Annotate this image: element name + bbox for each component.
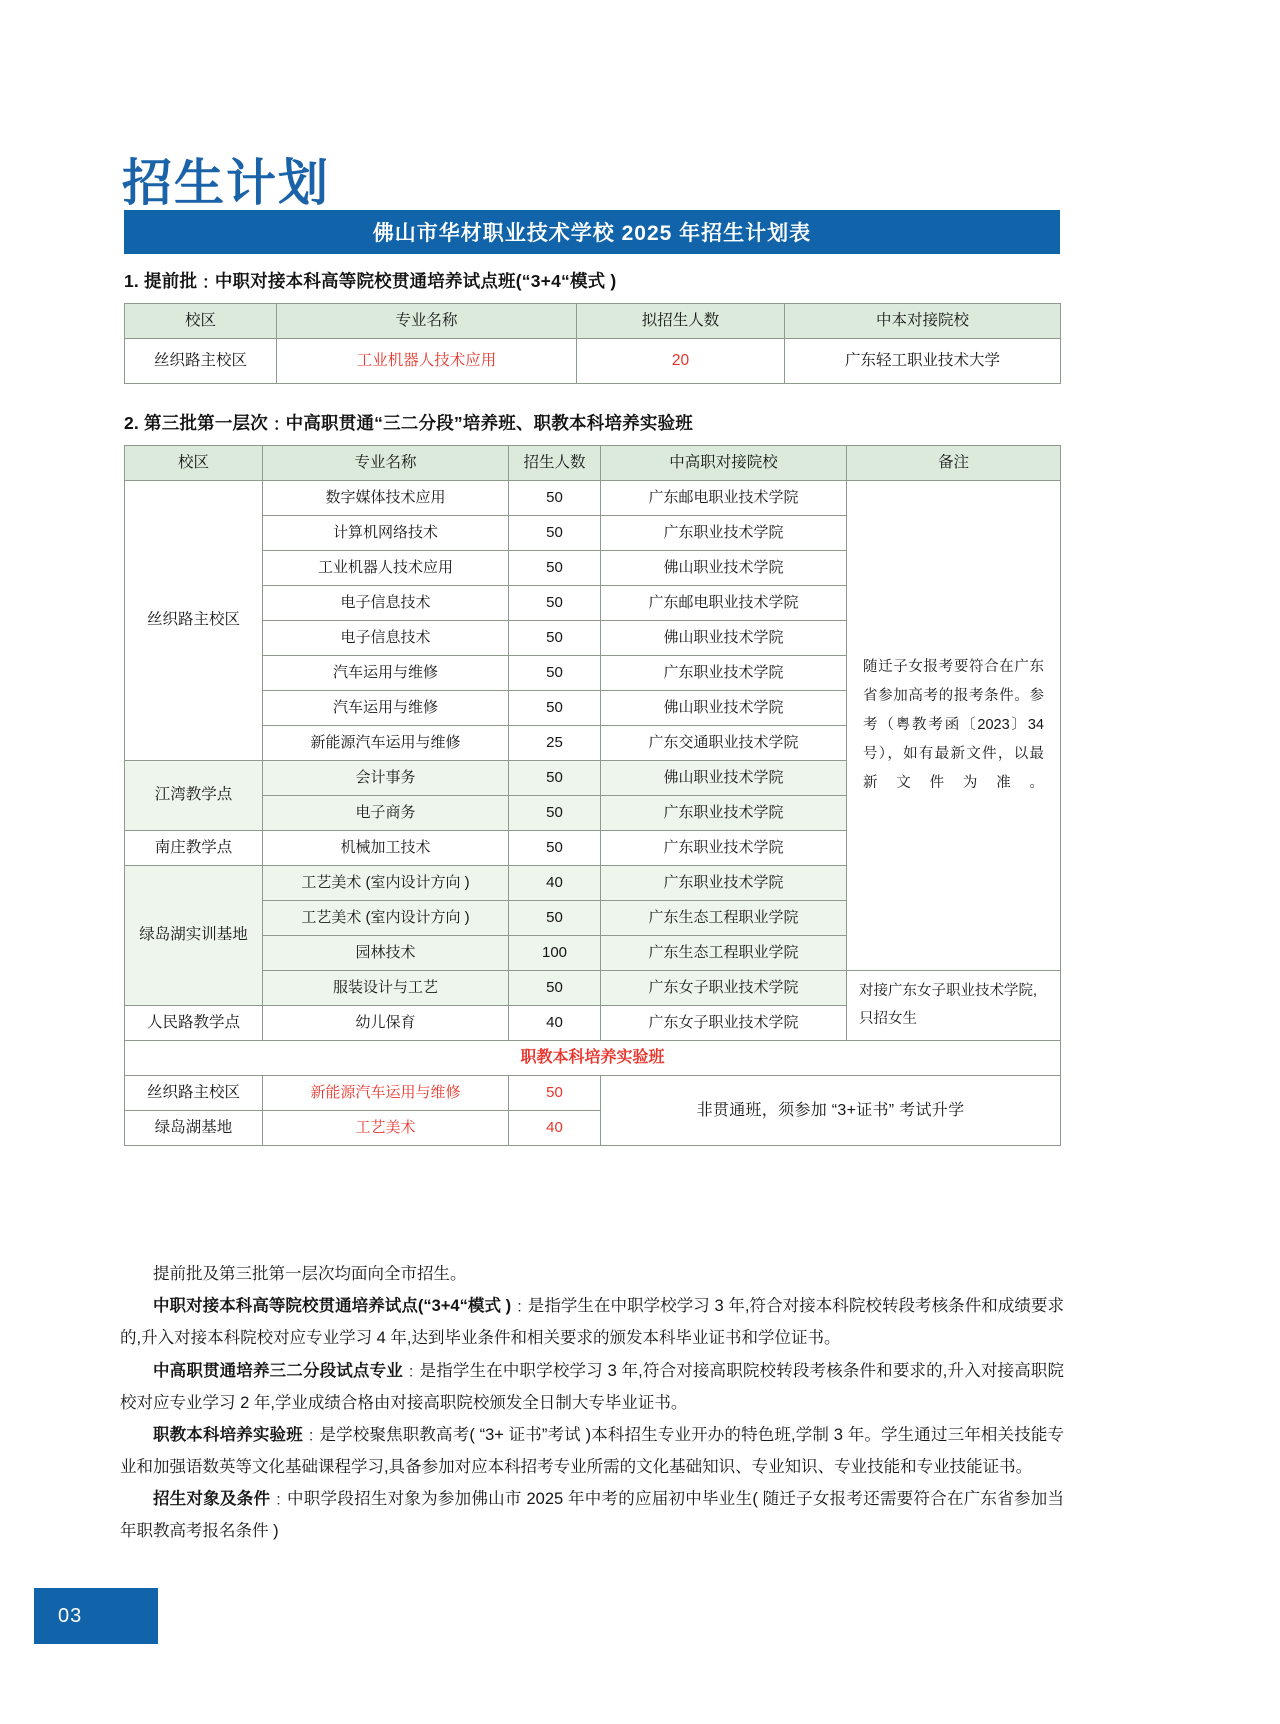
cell-partner: 佛山职业技术学院	[601, 621, 847, 656]
cell-campus: 丝织路主校区	[125, 1076, 263, 1111]
cell-major: 工业机器人技术应用	[277, 339, 577, 384]
column-header-campus: 校区	[125, 446, 263, 481]
cell-partner: 广东轻工职业技术大学	[785, 339, 1061, 384]
cell-major: 电子商务	[263, 796, 509, 831]
column-header-quota: 拟招生人数	[577, 304, 785, 339]
cell-quota: 100	[509, 936, 601, 971]
cell-major: 计算机网络技术	[263, 516, 509, 551]
cell-major: 汽车运用与维修	[263, 656, 509, 691]
column-header-partner: 中高职对接院校	[601, 446, 847, 481]
page-number: 03	[58, 1605, 83, 1627]
paragraph-32-model-body: ﹕是指学生在中职学校学习 3 年,符合对接高职院校转段考核条件和要求的,升入对接高职院校对应专业学习 2 年,学业成绩合格由对接高职院校颁发全日制大专毕业证书。	[120, 1361, 1065, 1412]
cell-partner: 广东职业技术学院	[601, 796, 847, 831]
cell-quota: 50	[509, 516, 601, 551]
cell-major: 电子信息技术	[263, 621, 509, 656]
paragraph-scope: 提前批及第三批第一层次均面向全市招生。	[153, 1265, 467, 1283]
cell-note-main: 随迁子女报考要符合在广东省参加高考的报考条件。参考（粤教考函〔2023〕34 号），如有最新文件，以最新文件为准。	[847, 481, 1061, 971]
table-row	[125, 481, 1061, 516]
paragraph-eligibility	[120, 1483, 1064, 1547]
cell-major: 工艺美术	[263, 1111, 509, 1146]
cell-quota: 50	[509, 1076, 601, 1111]
paragraph-eligibility-body: ﹕中职学段招生对象为参加佛山市 2025 年中考的应届初中毕业生( 随迁子女报考还需要符合在广东省参加当年职教高考报名条件 )	[120, 1490, 1064, 1541]
cell-campus: 南庄教学点	[125, 831, 263, 866]
cell-partner: 广东交通职业技术学院	[601, 726, 847, 761]
cell-subheading: 职教本科培养实验班	[125, 1041, 1061, 1076]
column-header-campus: 校区	[125, 304, 277, 339]
cell-partner: 广东女子职业技术学院	[601, 1006, 847, 1041]
cell-quota: 50	[509, 656, 601, 691]
column-header-note: 备注	[847, 446, 1061, 481]
paragraph-34-model	[120, 1290, 1064, 1354]
cell-campus: 人民路教学点	[125, 1006, 263, 1041]
cell-quota: 50	[509, 796, 601, 831]
cell-quota: 50	[509, 831, 601, 866]
paragraph-experimental-class-body: ﹕是学校聚焦职教高考( “3+ 证书”考试 )本科招生专业开办的特色班,学制 3 年。学生通过三年相关技能专业和加强语数英等文化基础课程学习,具备参加对应本科招考专业所需的文化基础知识、专业知识、专业技能和专业技能证书。	[120, 1425, 1065, 1477]
cell-major: 数字媒体技术应用	[263, 481, 509, 516]
paragraph-eligibility-term: 招生对象及条件	[153, 1490, 271, 1509]
table-subheading-row	[125, 1041, 1061, 1076]
cell-major: 机械加工技术	[263, 831, 509, 866]
cell-major: 新能源汽车运用与维修	[263, 726, 509, 761]
cell-partner: 广东女子职业技术学院	[601, 971, 847, 1006]
cell-campus: 丝织路主校区	[125, 481, 263, 761]
table-row	[125, 1076, 1061, 1111]
footer-bar	[34, 1588, 158, 1644]
cell-partner: 广东职业技术学院	[601, 866, 847, 901]
cell-partner: 佛山职业技术学院	[601, 691, 847, 726]
cell-campus: 江湾教学点	[125, 761, 263, 831]
cell-major: 工业机器人技术应用	[263, 551, 509, 586]
page-title: 招生计划	[122, 154, 330, 211]
cell-quota: 50	[509, 586, 601, 621]
plan-banner: 佛山市华材职业技术学校 2025 年招生计划表	[124, 210, 1060, 254]
cell-major: 幼儿保育	[263, 1006, 509, 1041]
column-header-partner: 中本对接院校	[785, 304, 1061, 339]
cell-partner: 广东职业技术学院	[601, 831, 847, 866]
column-header-major: 专业名称	[263, 446, 509, 481]
third-batch-table	[124, 445, 1061, 1146]
cell-major: 工艺美术 (室内设计方向 )	[263, 866, 509, 901]
cell-campus: 绿岛湖基地	[125, 1111, 263, 1146]
cell-campus: 绿岛湖实训基地	[125, 866, 263, 1006]
paragraph-34-model-term: 中职对接本科高等院校贯通培养试点(“3+4“模式 )	[153, 1297, 512, 1316]
paragraph-experimental-class-term: 职教本科培养实验班	[153, 1425, 303, 1444]
cell-major: 服装设计与工艺	[263, 971, 509, 1006]
table-row	[125, 971, 1061, 1006]
cell-quota: 40	[509, 866, 601, 901]
column-header-major: 专业名称	[277, 304, 577, 339]
cell-quota: 40	[509, 1006, 601, 1041]
cell-quota: 50	[509, 551, 601, 586]
cell-major: 工艺美术 (室内设计方向 )	[263, 901, 509, 936]
paragraph-32-model	[120, 1355, 1064, 1419]
section-1-label: 1. 提前批﹕中职对接本科高等院校贯通培养试点班(“3+4“模式 )	[124, 271, 617, 291]
cell-major: 汽车运用与维修	[263, 691, 509, 726]
cell-campus: 丝织路主校区	[125, 339, 277, 384]
cell-major: 电子信息技术	[263, 586, 509, 621]
cell-partner: 广东职业技术学院	[601, 516, 847, 551]
cell-quota: 50	[509, 901, 601, 936]
cell-quota: 50	[509, 971, 601, 1006]
cell-major: 会计事务	[263, 761, 509, 796]
cell-partner: 广东邮电职业技术学院	[601, 481, 847, 516]
column-header-quota: 招生人数	[509, 446, 601, 481]
table-header-row	[125, 304, 1061, 339]
cell-major: 园林技术	[263, 936, 509, 971]
cell-quota: 50	[509, 621, 601, 656]
cell-partner: 广东职业技术学院	[601, 656, 847, 691]
cell-major: 新能源汽车运用与维修	[263, 1076, 509, 1111]
cell-partner: 广东生态工程职业学院	[601, 936, 847, 971]
cell-partner: 佛山职业技术学院	[601, 761, 847, 796]
cell-partner: 广东邮电职业技术学院	[601, 586, 847, 621]
advance-batch-table	[124, 303, 1061, 384]
cell-quota: 50	[509, 761, 601, 796]
cell-note-exam: 非贯通班，须参加 “3+证书” 考试升学	[601, 1076, 1061, 1146]
cell-quota: 20	[577, 339, 785, 384]
paragraph-experimental-class	[120, 1419, 1064, 1483]
cell-note-women-only: 对接广东女子职业技术学院,只招女生	[847, 971, 1061, 1041]
paragraph-32-model-term: 中高职贯通培养三二分段试点专业	[153, 1361, 403, 1380]
cell-quota: 40	[509, 1111, 601, 1146]
cell-partner: 佛山职业技术学院	[601, 551, 847, 586]
explanatory-text	[120, 1258, 1064, 1548]
cell-partner: 广东生态工程职业学院	[601, 901, 847, 936]
cell-quota: 25	[509, 726, 601, 761]
paragraph-34-model-body: ﹕是指学生在中职学校学习 3 年,符合对接本科院校转段考核条件和成绩要求的,升入对接本科院校对应专业学习 4 年,达到毕业条件和相关要求的颁发本科毕业证书和学位证书。	[120, 1297, 1064, 1348]
section-2-label: 2. 第三批第一层次﹕中高职贯通“三二分段”培养班、职教本科培养实验班	[124, 413, 693, 433]
table-row	[125, 339, 1061, 384]
cell-quota: 50	[509, 691, 601, 726]
cell-quota: 50	[509, 481, 601, 516]
table-header-row	[125, 446, 1061, 481]
